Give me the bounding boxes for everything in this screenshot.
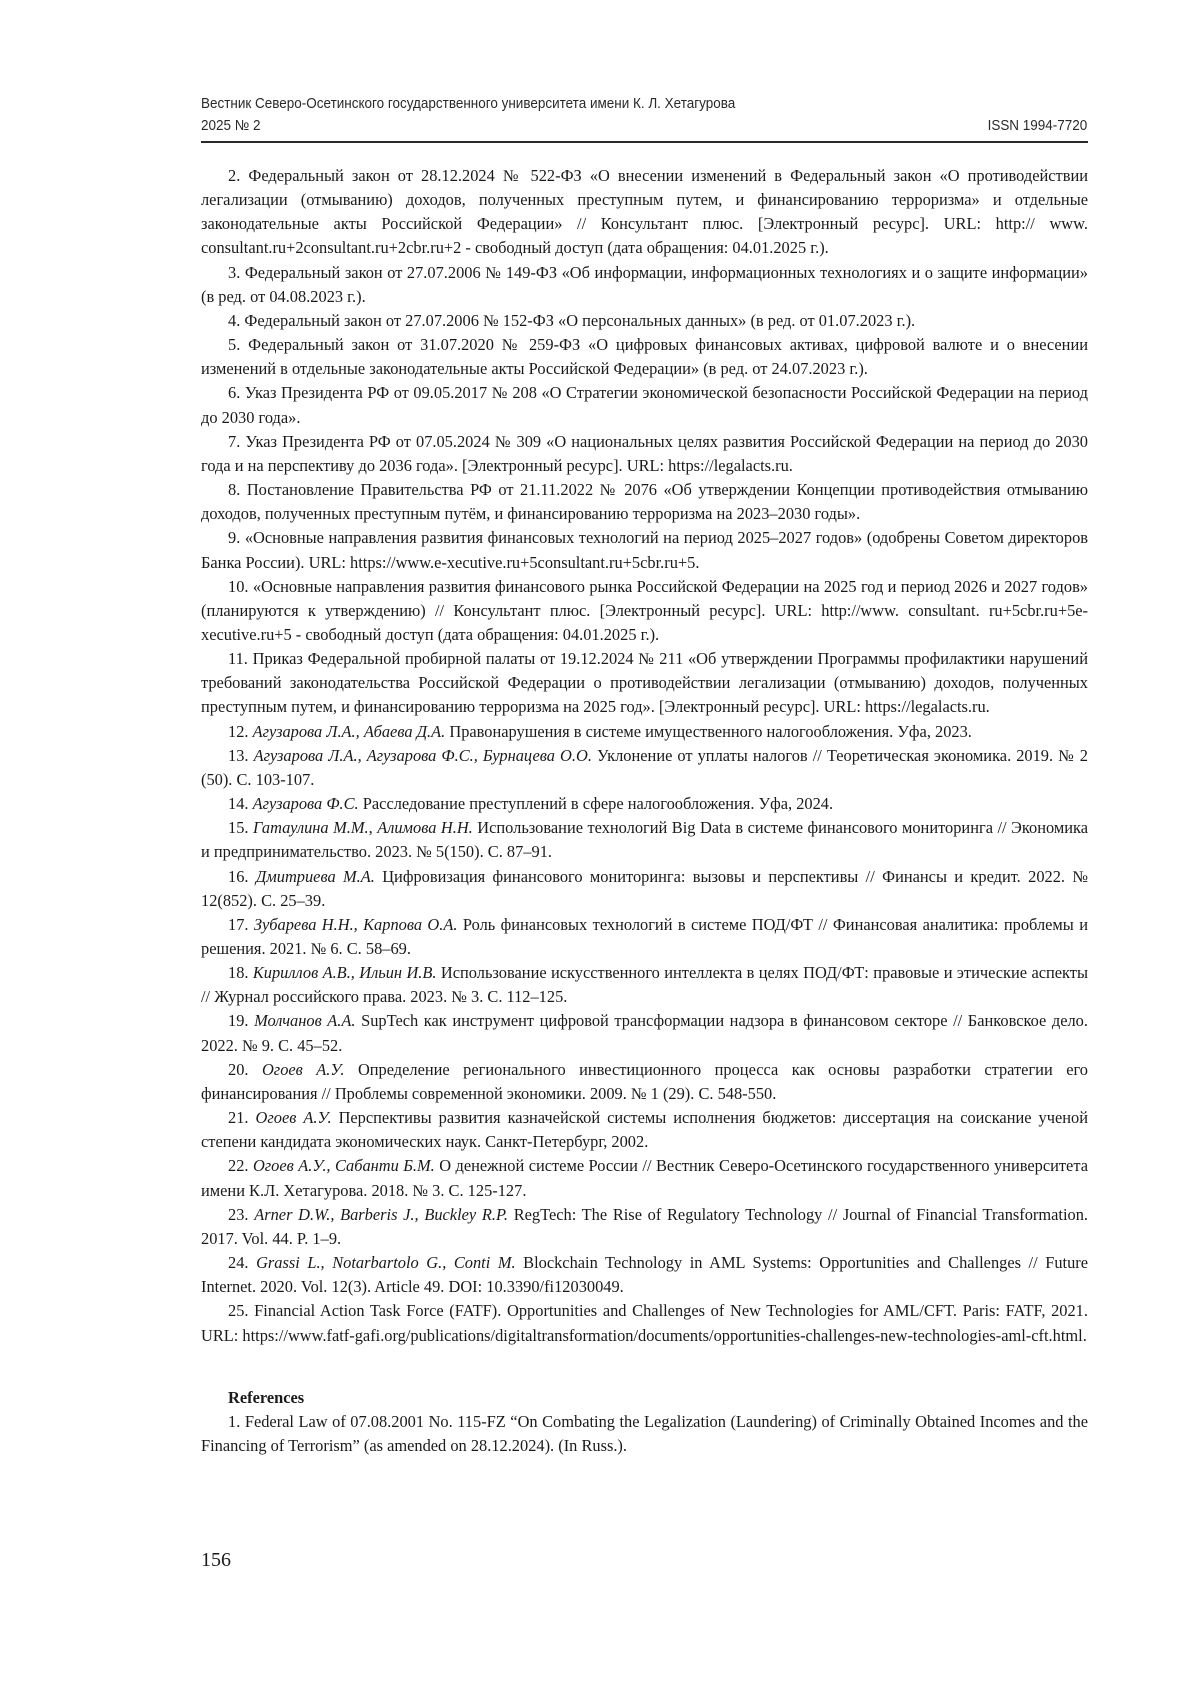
reference-authors: Молчанов А.А. bbox=[254, 1011, 356, 1031]
reference-item bbox=[201, 164, 1088, 261]
header-divider bbox=[201, 141, 1088, 143]
russian-references bbox=[201, 164, 1088, 1348]
reference-text: Указ Президента РФ от 09.05.2017 № 208 «О Стратегии экономической безопасности Российской Федерации на период до 2030 года». bbox=[201, 383, 1088, 427]
reference-number: 17. bbox=[228, 914, 249, 934]
reference-number: 8. bbox=[228, 480, 241, 500]
reference-item bbox=[201, 1058, 1088, 1106]
reference-number: 9. bbox=[228, 528, 241, 548]
issn: ISSN 1994-7720 bbox=[987, 118, 1088, 134]
reference-text: Blockchain Technology in AML Systems: Opportunities and Challenges // Future Internet. 2020. Vol. 12(3). Article 49. DOI: 10.3390/fi12030049. bbox=[201, 1253, 1088, 1297]
reference-item bbox=[201, 261, 1088, 309]
reference-item bbox=[201, 1251, 1088, 1299]
reference-number: 22. bbox=[228, 1156, 249, 1176]
reference-text: Использование искусственного интеллекта в целях ПОД/ФТ: правовые и этические аспекты // Журнал российского права. 2023. № 3. С. 112–125. bbox=[201, 963, 1088, 1007]
reference-text: RegTech: The Rise of Regulatory Technology // Journal of Financial Transformation. 2017. Vol. 44. P. 1–9. bbox=[201, 1204, 1088, 1248]
issue-number: 2025 № 2 bbox=[201, 118, 261, 134]
reference-text: Уклонение от уплаты налогов // Теоретическая экономика. 2019. № 2 (50). С. 103-107. bbox=[201, 745, 1088, 789]
reference-authors: Зубарева Н.Н., Карпова О.А. bbox=[253, 914, 458, 934]
reference-item bbox=[201, 1299, 1088, 1347]
reference-item bbox=[201, 478, 1088, 526]
reference-item bbox=[201, 720, 1088, 744]
reference-text: О денежной системе России // Вестник Северо-Осетинского государственного университета имени К.Л. Хетагурова. 2018. № 3. С. 125-127. bbox=[201, 1156, 1088, 1200]
reference-item bbox=[201, 792, 1088, 816]
reference-text: Постановление Правительства РФ от 21.11.2022 № 2076 «Об утверждении Концепции противодействия отмыванию доходов, полученных преступным путём, и финансированию терроризма на 2023–2030 годы». bbox=[201, 480, 1089, 524]
reference-text: Использование технологий Big Data в системе финансового мониторинга // Экономика и предпринимательство. 2023. № 5(150). С. 87–91. bbox=[201, 818, 1088, 862]
reference-item bbox=[201, 865, 1088, 913]
reference-authors: Grassi L., Notarbartolo G., Conti M. bbox=[256, 1253, 516, 1273]
reference-item bbox=[201, 961, 1088, 1009]
reference-number: 15. bbox=[228, 818, 249, 838]
reference-text: Financial Action Task Force (FATF). Opportunities and Challenges of New Technologies for AML/CFT. Paris: FATF, 2021. URL: https://www.fatf-gafi.org/publications/digitaltransformation/documents/opportunities-challenges-new-technologies-aml-cft.html. bbox=[201, 1301, 1088, 1345]
english-references bbox=[201, 1410, 1088, 1458]
reference-text: Перспективы развития казначейской системы исполнения бюджетов: диссертация на соискание ученой степени кандидата экономических наук. Санкт-Петербург, 2002. bbox=[201, 1108, 1088, 1152]
reference-number: 1. bbox=[228, 1411, 241, 1431]
reference-item bbox=[201, 1154, 1088, 1202]
reference-text: «Основные направления развития финансового рынка Российской Федерации на 2025 год и период 2026 и 2027 годов» (планируются к утверждению) // Консультант плюс. [Электронный ресурс]. URL: http://www. consultant. ru+5cbr.ru+5e-xecutive.ru+5 - свободный доступ (дата обращения: 04.01.2025 г.). bbox=[201, 576, 1088, 644]
reference-text: Правонарушения в системе имущественного налогообложения. Уфа, 2023. bbox=[449, 721, 972, 741]
reference-item bbox=[201, 647, 1088, 719]
reference-item bbox=[201, 575, 1088, 647]
running-header bbox=[201, 93, 1088, 137]
reference-item bbox=[201, 744, 1088, 792]
reference-item bbox=[201, 1009, 1088, 1057]
journal-title: Вестник Северо-Осетинского государственного университета имени К. Л. Хетагурова bbox=[201, 96, 736, 112]
reference-text: Роль финансовых технологий в системе ПОД/ФТ // Финансовая аналитика: проблемы и решения. 2021. № 6. С. 58–69. bbox=[201, 914, 1088, 958]
reference-authors: Гатаулина М.М., Алимова Н.Н. bbox=[253, 818, 473, 838]
reference-authors: Огоев А.У. bbox=[261, 1059, 345, 1079]
reference-number: 19. bbox=[228, 1011, 249, 1031]
reference-text: Федеральный закон от 28.12.2024 № 522-ФЗ «О внесении изменений в Федеральный закон «О противодействии легализации (отмыванию) доходов, полученных преступным путем, и финансированию терроризма» и отдельные законодательные акты Российской Федерации» // Консультант плюс. [Электронный ресурс]. URL: http:// www. consultant.ru+2consultant.ru+2cbr.ru+2 - свободный доступ (дата обращения: 04.01.2025 г.). bbox=[201, 166, 1088, 258]
reference-item bbox=[201, 1203, 1088, 1251]
reference-text: Цифровизация финансового мониторинга: вызовы и перспективы // Финансы и кредит. 2022. № 12(852). С. 25–39. bbox=[201, 866, 1088, 910]
reference-item bbox=[201, 1410, 1088, 1458]
reference-authors: Кириллов А.В., Ильин И.В. bbox=[252, 963, 437, 983]
references-heading: References bbox=[228, 1387, 305, 1407]
reference-text: «Основные направления развития финансовых технологий на период 2025–2027 годов» (одобрены Советом директоров Банка России). URL: https://www.e-xecutive.ru+5consultant.ru+5cbr.ru+5. bbox=[201, 528, 1088, 572]
reference-authors: Агузарова Л.А., Абаева Д.А. bbox=[252, 721, 446, 741]
reference-item bbox=[201, 1106, 1088, 1154]
reference-item bbox=[201, 333, 1088, 381]
reference-item bbox=[201, 309, 1088, 333]
reference-item bbox=[201, 816, 1088, 864]
reference-number: 4. bbox=[228, 310, 241, 330]
reference-number: 6. bbox=[228, 383, 241, 403]
reference-number: 16. bbox=[228, 866, 249, 886]
reference-text: Федеральный закон от 31.07.2020 № 259-ФЗ «О цифровых финансовых активах, цифровой валюте и о внесении изменений в отдельные законодательные акты Российской Федерации» (в ред. от 24.07.2023 г.). bbox=[201, 335, 1088, 379]
reference-number: 3. bbox=[228, 262, 241, 282]
reference-text: Federal Law of 07.08.2001 No. 115-FZ “On Combating the Legalization (Laundering) of Criminally Obtained Incomes and the Financing of Terrorism” (as amended on 28.12.2024). (In Russ.). bbox=[201, 1411, 1089, 1455]
reference-text: SupTech как инструмент цифровой трансформации надзора в финансовом секторе // Банковское дело. 2022. № 9. С. 45–52. bbox=[201, 1011, 1088, 1055]
reference-number: 10. bbox=[228, 576, 249, 596]
reference-list bbox=[201, 164, 1088, 1458]
reference-number: 18. bbox=[228, 963, 249, 983]
reference-authors: Агузарова Л.А., Агузарова Ф.С., Бурнацева О.О. bbox=[253, 745, 592, 765]
reference-number: 14. bbox=[228, 794, 249, 814]
reference-number: 11. bbox=[228, 649, 248, 669]
reference-number: 5. bbox=[228, 335, 241, 355]
reference-number: 25. bbox=[228, 1301, 249, 1321]
reference-number: 12. bbox=[228, 721, 249, 741]
reference-number: 20. bbox=[228, 1059, 249, 1079]
reference-number: 7. bbox=[228, 431, 241, 451]
reference-item bbox=[201, 381, 1088, 429]
reference-text: Указ Президента РФ от 07.05.2024 № 309 «О национальных целях развития Российской Федерации на период до 2030 года и на перспективу до 2036 года». [Электронный ресурс]. URL: https://legalacts.ru. bbox=[201, 431, 1088, 475]
page-number: 156 bbox=[201, 1549, 231, 1571]
reference-item bbox=[201, 526, 1088, 574]
reference-number: 21. bbox=[228, 1108, 249, 1128]
reference-number: 2. bbox=[228, 166, 241, 185]
reference-authors: Огоев А.У., Сабанти Б.М. bbox=[252, 1156, 435, 1176]
reference-number: 24. bbox=[228, 1253, 249, 1273]
reference-item bbox=[201, 430, 1088, 478]
reference-text: Расследование преступлений в сфере налогообложения. Уфа, 2024. bbox=[362, 794, 834, 814]
reference-authors: Arner D.W., Barberis J., Buckley R.P. bbox=[254, 1204, 508, 1224]
reference-item bbox=[201, 913, 1088, 961]
reference-number: 13. bbox=[228, 745, 249, 765]
reference-authors: Агузарова Ф.С. bbox=[252, 794, 359, 814]
issue-row bbox=[201, 115, 1087, 137]
reference-text: Федеральный закон от 27.07.2006 № 152-ФЗ «О персональных данных» (в ред. от 01.07.2023 г.). bbox=[244, 310, 916, 330]
reference-text: Приказ Федеральной пробирной палаты от 19.12.2024 № 211 «Об утверждении Программы профилактики нарушений требований законодательства Российской Федерации о противодействии легализации (отмыванию) доходов, полученных преступным путем, и финансированию терроризма на 2025 год». [Электронный ресурс]. URL: https://legalacts.ru. bbox=[201, 649, 1088, 717]
reference-number: 23. bbox=[228, 1204, 249, 1224]
reference-authors: Огоев А.У. bbox=[255, 1108, 332, 1128]
reference-authors: Дмитриева М.А. bbox=[255, 866, 375, 886]
reference-text: Определение регионального инвестиционного процесса как основы разработки стратегии его финансирования // Проблемы современной экономики. 2009. № 1 (29). С. 548-550. bbox=[201, 1059, 1088, 1103]
reference-text: Федеральный закон от 27.07.2006 № 149-ФЗ «Об информации, информационных технологиях и о защите информации» (в ред. от 04.08.2023 г.). bbox=[201, 262, 1088, 306]
